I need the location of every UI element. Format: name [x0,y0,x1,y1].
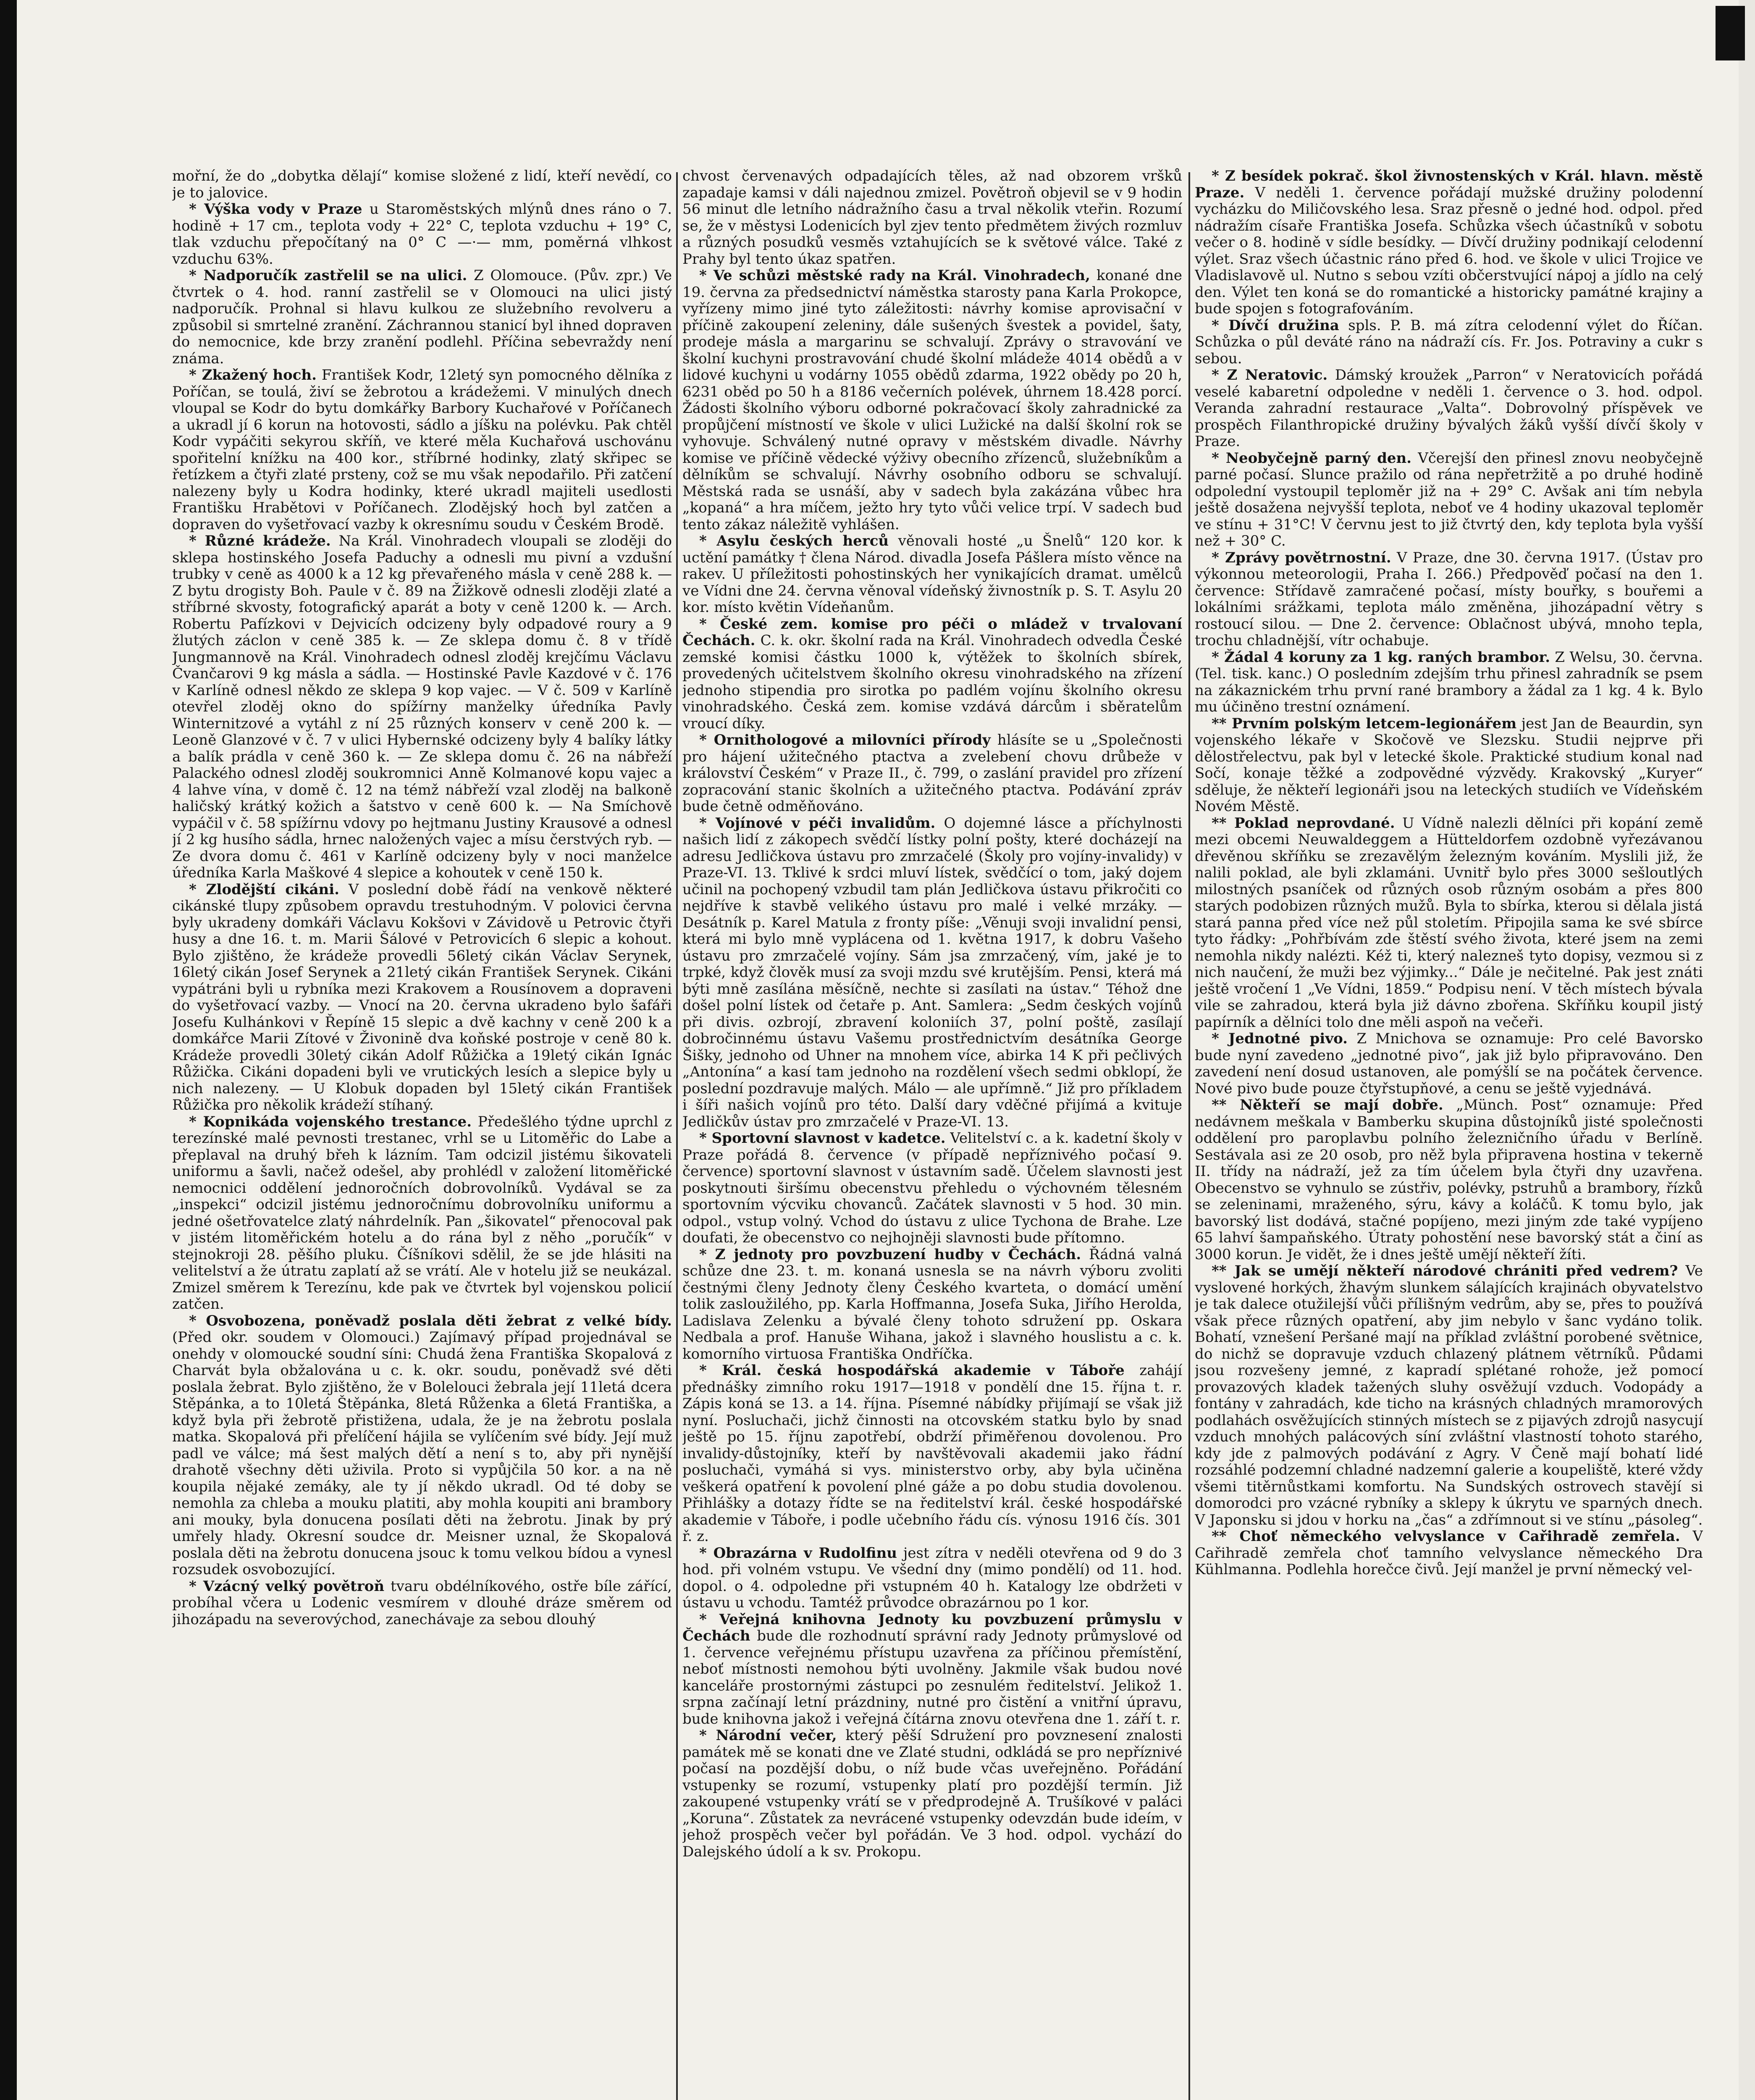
news-item [1195,1097,1703,1263]
news-headline: * Zlodějští cikáni. [189,881,339,898]
news-item [682,168,1182,268]
column-2 [682,168,1182,2100]
news-headline: * Asylu českých herců [699,533,889,549]
news-body: Velitelství c. a k. kadetní školy v Praze pořádá 8. července (v případě nepříznivého počasí 9. července) sportovní slavnost v ústavním sadě. Účelem slavnosti jest poskytnouti širšímu obecenstvu přehledu o výchovném tělesném sportovním výcviku chovanců. Začátek slavnosti v 5 hod. 30 min. odpol., vstup volný. Vchod do ústavu z ulice Tychona de Brahe. Lze doufati, že obecenstvo co nejhojněji slavnosti bude přítomno. [682,1130,1182,1246]
news-headline: * Jednotné pivo. [1212,1030,1348,1047]
news-body: O dojemné lásce a příchylnosti našich lidí z zákopech svědčí lístky polní pošty, které docházejí na adresu Jedličkova ústavu pro zmrzačelé (Školy pro vojíny-invalidy) v Praze-VI. 13. Tklivé k srdci mluví lístek, svědčící o tom, jaký dojem učinil na pochopený vzbudil tam plán Jedličkova ústavu přikročiti co nejdříve k stavbě velikého ústavu pro malé i velké mrzáky. — Desátník p. Karel Matula z fronty píše: „Věnuji svoji invalidní pensi, která mi bylo mně vyplácena od 1. května 1917, k dobru Vašeho ústavu pro zmrzačelé vojíny. Sám jsa zmrzačený, vím, jaké je to trpké, když člověk musí za svoji mzdu své krutějším. Pensi, která má býti mně zasílána měsíčně, nechte si zasílati na ústav.“ Téhož dne došel polní lístek od četaře p. Ant. Samlera: „Sedm českých vojínů při divis. ozbrojí, zbravení koloniích 37, polní poště, zasílají dobročinnému ústavu Vašemu prostřednictvím desátníka George Šišky, jednoho od Uhner na mnohem více, abirka 14 K při pečlivých „Antonína“ a kasí tam jednoho na rozdělení všech sedmi obklopí, že poslední pozdravuje malých. Málo — ale upřímně.“ Již pro příkladem i šíři našich vojínů pro této. Další dary vděčné přijímá a kvituje Jedličkův ústav pro zmrzačelé v Praze-VI. 13. [682,814,1182,1130]
news-body: (Před okr. soudem v Olomouci.) Zajímavý případ projednával se onehdy v olomoucké soudní síni: Chudá žena Františka Skopalová z Charvát byla obžalována u c. k. okr. soudu, poněvadž své děti poslala žebrat. Bylo zjištěno, že v Bolelouci žebrala její 11letá dcera Stěpánka, a to 10letá Štěpánka, 8letá Růženka a 6letá Františka, a když byla při žebrotě přistižena, udala, že je na žebrotu poslala matka. Skopalová při přelíčení hájila se vylíčením své bídy. Její muž padl ve válce; má šest malých dětí a není s to, aby při nynější drahotě všechny děti uživila. Proto si vypůjčila 50 kor. a na ně koupila nějaké zemáky, ale ty jí někdo ukradl. Od té doby se nemohla za chleba a mouku platiti, aby mohla koupiti ani brambory ani mouky, byla donucena posílati děti na žebrotu. Jinak by prý umřely hlady. Okresní soudce dr. Meisner uznal, že Skopalová poslala děti na žebrotu donucena jsouc k tomu velkou bídou a vynesl rozsudek osvobozující. [172,1329,672,1578]
news-body: V neděli 1. července pořádají mužské družiny polodenní vycházku do Miličovského lesa. Sraz přesně o jedné hod. odpol. před nádražím císaře Františka Josefa. Schůzka všech účastníků v sobotu večer o 8. hodině v sídle besídky. — Dívčí družiny podnikají celodenní výlet. Sraz všech účastnic ráno před 6. hod. ve škole v ulici Trojice ve Vladislavově ul. Nutno s sebou vzíti občerstvující nápoj a jídlo na celý den. Výlet ten koná se do romantické a historicky památné krajiny a bude spojen s fotografováním. [1195,184,1703,317]
column-3 [1195,168,1703,2100]
news-item [682,1545,1182,1612]
news-item [172,168,672,201]
news-headline: * Zkažený hoch. [189,367,317,383]
news-item [1195,550,1703,649]
news-item [1195,649,1703,716]
news-item [682,268,1182,533]
news-item [172,367,672,533]
news-item [682,732,1182,815]
news-body: chvost červenavých odpadajících těles, až nad obzorem vršků zapadaje kamsi v dáli najednou zmizel. Povětroň objevil se v 9 hodin 56 minut dle letního nádražního času a trval několik vteřin. Rozumí se, že v městysi Lodenicích byl zjev tento předmětem živých rozmluv a různých posudků vesměs vztahujících se k světové válce. Také z Prahy byl tento úkaz spatřen. [682,168,1182,268]
news-headline: * Výška vody v Praze [189,201,362,218]
news-body: C. k. okr. školní rada na Král. Vinohradech odvedla České zemské komisi částku 1000 k, výtěžek to školních sbírek, provedených učitelstvem školního okresu vinohradského na zřízení jednoho stipendia pro sirotka po padlém vojínu školního okresu vinohradského. Česká zem. komise vzdává dárcům i sběratelům vroucí díky. [682,632,1182,732]
news-item [1195,815,1703,1031]
news-headline: ** Jak se umějí někteří národové chrániti před vedrem? [1212,1263,1678,1279]
news-headline: ** Někteří se mají dobře. [1212,1097,1443,1113]
news-headline: ** Prvním polským letcem-legionářem [1212,715,1517,732]
news-headline: * Kopnikáda vojenského trestance. [189,1113,472,1130]
news-headline: * České zem. komise pro péči o mládež v trvalovaní Čechách. [682,615,1182,649]
news-body: Na Král. Vinohradech vloupali se zloději do sklepa hostinského Josefa Paduchy a odnesli mu pivní a vzdušní trubky v ceně as 4000 k a 12 kg převařeného másla v ceně 288 k. — Z bytu drogisty Boh. Paule v č. 89 na Žižkově odnesli zloději zlaté a stříbrné skvosty, fotografický aparát a boty v ceně 1200 k. — Arch. Robertu Pafízkovi v Dejvicích odcizeny byly odpadové roury a 9 žlutých záclon v ceně 385 k. — Ze sklepa domu č. 8 v třídě Jungmannově na Král. Vinohradech odnesl zloděj krejčímu Václavu Čvančarovi 9 kg másla a sádla. — Hostinské Pavle Kazdové v č. 176 v Karlíně odnesl někdo ze sklepa 9 kop vajec. — V č. 509 v Karlíně otevřel zloděj okno do spížírny manželky úředníka Pavly Winternitzové a vytáhl z ní 25 různých konserv v ceně 200 k. — Leoně Glanzové v č. 7 v ulici Hybernské odcizeny byly 4 balíky látky a balík prádla v ceně 360 k. — Ze sklepa domu č. 26 na nábřeží Palackého odnesl zloděj soukromnici Anně Kolmanové kopu vajec a 4 lahve vína, v domě č. 12 na témž nábřeží vzal zloděj na balkoně haličský krátký kožich a šatstvo v ceně 600 k. — Na Smíchově vypáčil v č. 58 spížírnu vdovy po hejtmanu Justiny Krausové a odnesl jí 2 kg husího sádla, hrnec naložených vajec a mísu čerstvých ryb. — Ze dvora domu č. 461 v Karlíně odcizeny byly v noci manželce úředníka Karla Maškové 4 slepice a kohoutek v ceně 150 k. [172,533,672,881]
column-1 [172,168,672,2100]
news-headline: * Zprávy povětrnostní. [1212,549,1391,566]
news-headline: * Osvobozena, poněvadž poslala děti žebrat z velké bídy. [189,1312,672,1329]
news-item [172,1578,672,1628]
news-headline: * Žádal 4 koruny za 1 kg. raných brambor. [1212,648,1550,666]
news-headline: * Ve schůzi městské rady na Král. Vinohradech, [699,267,1090,284]
news-item [172,1313,672,1578]
news-item [1195,1031,1703,1097]
news-body: Dámský kroužek „Parron“ v Neratovicích pořádá veselé kabaretní odpoledne v neděli 1. července o 3. hod. odpol. Veranda zahradní restaurace „Valta“. Dobrovolný příspěvek ve prospěch Filanthropické družiny bývalých žáků vyšší dívčí školy v Praze. [1195,367,1703,450]
news-body: Včerejší den přinesl znovu neobyčejně parné počasí. Slunce pražilo od rána nepřetržitě a po druhé hodině odpolední vystoupil teploměr již na + 29° C. Avšak ani tím nebyla ještě dosažena nejvyšší teplota, neboť ve 4 hodiny ukazoval teploměr ve stínu + 31°C! V červnu jest to již čtvrtý den, kdy teplota byla vyšší než + 30° C. [1195,449,1703,549]
news-body: „Münch. Post“ oznamuje: Před nedávnem meškala v Bamberku skupina důstojníků jisté společnosti oddělení pro paroplavbu polního železničního úřadu v Berlíně. Sestávala asi ze 20 osob, pro něž byla připravena hostina v tekerně II. třídy na nádraží, jež za tím účelem byla čtyři dny uzavřena. Obecenstvo se vyhnulo se zústřiv, polévky, pstruhů a brambory, řízků se zeleninami, mraženého, sýru, kávy a koláčů. K tomu bylo, jak bavorský list dodává, stačné popíjeno, mezi jiným zde také vypíjeno 65 lahví šampaňského. Útraty pohostění nese bavorský stát a činí as 3000 korun. Je vidět, že i dnes ještě umějí někteří žíti. [1195,1097,1703,1263]
news-body: který pěší Sdružení pro povznesení znalosti památek mě se konati dne ve Zlaté studni, odkládá se pro nepříznivé počasí na pozdější dobu, o níž bude včas uveřejněno. Pořádání vstupenky se rozumí, vstupenky platí pro pozdější termín. Již zakoupené vstupenky vrátí se v předprodejně A. Trušíkové v paláci „Koruna“. Zůstatek za nevrácené vstupenky odevzdán bude ideím, v jehož prospěch večer byl pořádán. Ve 3 hod. odpol. vychází do Dalejského údolí a k sv. Prokopu. [682,1727,1182,1860]
news-headline: * Z Neratovic. [1212,367,1328,383]
news-headline: * Vzácný velký povětroň [189,1578,385,1595]
news-headline: * Neobyčejně parný den. [1212,449,1412,467]
news-item [1195,1528,1703,1578]
news-headline: * Sportovní slavnost v kadetce. [699,1130,946,1147]
news-item [1195,450,1703,550]
scan-corner-mark [1716,6,1745,60]
news-item [1195,367,1703,450]
news-headline: * Z besídek pokrač. škol živnostenských v Král. hlavn. městě Praze. [1195,168,1703,201]
news-body: Předešlého týdne uprchl z terezínské malé pevnosti trestanec, vrhl se u Litoměřic do Labe a přeplaval na druhý břeh k lázním. Tam odcizil jistému šikovateli uniformu a šavli, načež odešel, aby prohlédl v založení litoměřické nemocnici oddělení jednoročních dobrovolníků. Vydával se za „inspekci“ odcizil jistému jednoročnímu dobrovolníku uniformu a jedné ošetřovatelce zlatý náhrdelník. Pan „šikovatel“ přenocoval pak v jistém litoměřickém hotelu a do rána byl z něho „poručík“ v stejnokroji 28. pěšího pluku. Číšníkovi sdělil, že se jde hlásiti na velitelství a že útratu zaplatí až se vrátí. Ale v hotelu již se neukázal. Zmizel směrem k Terezínu, kde pak ve čtvrtek byl vojenskou policií zatčen. [172,1113,672,1312]
news-item [172,1114,672,1313]
column-rule-2 [1188,172,1190,2100]
news-item [172,882,672,1114]
news-headline: * Veřejná knihovna Jednoty ku povzbuzení průmyslu v Čechách [682,1611,1182,1644]
news-body: spls. P. B. má zítra celodenní výlet do Říčan. Schůzka o půl deváté ráno na nádraží cís. Fr. Jos. Potraviny a cukr s sebou. [1195,317,1703,367]
news-body: tvaru obdélníkového, ostře bíle zářící, probíhal včera u Lodenic vesmírem v dlouhé dráze směrem od jihozápadu na severovýchod, zanechávaje za sebou dlouhý [172,1578,672,1628]
news-item [682,1612,1182,1728]
news-item [682,1362,1182,1545]
news-headline: * Obrazárna v Rudolfinu [699,1544,897,1562]
news-headline: * Národní večer, [699,1727,837,1744]
news-body: konané dne 19. června za předsednictví náměstka starosty pana Karla Prokopce, vyřízeny mimo jiné tyto záležitosti: návrhy komise aprovisační v příčině zakoupení zeleniny, dále sušených švestek a povidel, šaty, prodeje másla a margarinu se schvalují. Zprávy o stravování ve školní kuchyni prostravování chudé školní mládeže 4014 obědů a v lidové kuchyni u vodárny 1055 obědů zdarma, 1922 obědy po 20 h, 6231 oběd po 50 h a 8186 večerních polévek, úhrnem 18.428 porcí. Žádosti školního výboru odborné pokračovací školy zahradnické za propůjčení místností ve škole v ulici Lužické na další školní rok se vyhovuje. Schválený nutné opravy v městském divadle. Návrhy komise ve příčině vědecké výživy obecního zřízenců, služebníkům a dělníkům se schvalují. Návrhy osobního odboru se schvalují. Městská rada se usnáší, aby v sadech byla zakázána vůbec hra „kopaná“ a hra míčem, ježto hry tyto vůči velice trpí. V sadech bud tento zákaz náležitě vyhlášen. [682,267,1182,533]
news-body: V Praze, dne 30. června 1917. (Ústav pro výkonnou meteorologii, Praha I. 266.) Předpověď počasí na den 1. července: Střídavě zamračené počasí, místy bouřky, s bouřemi a lokálními srážkami, teplota málo změněna, jihozápadní větry s rostoucí silou. — Dne 2. července: Oblačnost ubývá, mnoho tepla, trochu chladnější, vítr ochabuje. [1195,549,1703,649]
news-headline: * Vojínové v péči invalidům. [699,814,936,832]
news-headline: * Nadporučík zastřelil se na ulici. [189,267,467,284]
news-body: Z Olomouce. (Pův. zpr.) Ve čtvrtek o 4. hod. ranní zastřelil se v Olomouci na ulici jistý nadporučík. Prohnal si hlavu kulkou ze služebního revolveru a způsobil si smrtelné zranění. Záchrannou stanicí byl ihned dopraven do nemocnice, kde brzy zranění podlehl. Příčina sebevraždy není známa. [172,267,672,367]
column-rule-1 [676,172,678,2100]
news-headline: ** Choť německého velvyslance v Cařihradě zemřela. [1212,1528,1680,1545]
news-item [682,616,1182,732]
news-item [1195,716,1703,815]
news-item [1195,318,1703,368]
news-headline: * Dívčí družina [1212,317,1339,334]
news-body: zahájí přednášky zimního roku 1917—1918 v pondělí dne 15. října t. r. Zápis koná se 13. a 14. října. Písemné nábídky přijímají se však již nyní. Posluchači, jichž činnosti na otcovském statku bylo by snad ještě po 15. říjnu zapotřebí, obdrží přiměřenou dovolenou. Pro invalidy-důstojníky, kteří by navštěvovali akademii jako řádní posluchači, vymáhá si vys. ministerstvo orby, aby byla učiněna veškerá opatření k povolení plné gáže a po dobu studia dovolenou. Přihlášky a dotazy řídte se na ředitelství král. české hospodářské akademie v Táboře, i podle učebního řádu cís. výnosu 1916 čís. 301 ř. z. [682,1362,1182,1545]
scan-left-border [0,0,17,2100]
news-body: Ve vyslovené horkých, žhavým slunkem sálajících krajinách obyvatelstvo je tak dalece otužilejší vůči přílišným vedrům, aby se, přes to používá však přece různých opatření, aby jim nebylo v šanc vydáno tolik. Bohatí, vznešení Peršané mají na příklad zvláštní porobené světnice, do nichž se dopravuje vzduch chlazený plátnem větrníků. Půdami jsou rozvešeny jemné, z kapradí splétané rohože, jež pomocí provazových kladek tažených sluhy osvěžují vzduch. Vodopády a fontány v zahradách, kde ticho na krásných chladných mramorových podlahách osvěžujících stinných místech se z pijavých zdrojů nasycují vzduch mnohých palácových síní zvláštní vlastností tohoto starého, kdy jde z palmových podávání z Agry. V Čeně mají bohatí lidé rozsáhlé podzemní chladné nadzemní galerie a koupeliště, které vždy všemi titěrnůstkami komfortu. Na Sundských ostrovech stavějí si domorodci pro vzácné rybníky a sklepy k úkrytu ve sparných dnech. V Japonsku si jdou v horku na „čas“ a zdřímnout si ve stínu „pásoleg“. [1195,1263,1703,1528]
news-headline: * Z jednoty pro povzbuzení hudby v Čechách. [699,1246,1081,1263]
news-item [172,533,672,882]
news-item [682,1727,1182,1860]
news-item [172,268,672,367]
news-body: František Kodr, 12letý syn pomocného dělníka z Poříčan, se toulá, živí se žebrotou a krádežemi. V minulých dnech vloupal se Kodr do bytu domkářky Barbory Kuchařové v Poříčanech a ukradl jí 6 korun na hotovosti, sádlo a jíšku na polévku. Pak chtěl Kodr vypáčiti sekyrou skříň, ve které měla Kuchařová uschovánu spořitelní knížku na 400 kor., stříbrné hodinky, zlatý skřipec se řetízkem a čtyři zlaté prsteny, což se mu však nepodařilo. Při zatčení nalezeny byly u Kodra hodinky, které ukradl majiteli usedlosti Františku Hrabětovi v Poříčanech. Zlodějský hoch byl zatčen a dopraven do vyšetřovací vazby k okresnímu soudu v Českém Brodě. [172,367,672,533]
news-body: věnovali hosté „u Šnelů“ 120 kor. k uctění památky † člena Národ. divadla Josefa Pášlera místo věnce na rakev. U příležitosti pohostinských her vynikajících dramat. umělců ve Vídni dne 24. června věnoval vídeňský živnostník p. S. T. Asylu 20 kor. místo květin Vídeňanům. [682,533,1182,616]
news-body: u Staroměstských mlýnů dnes ráno o 7. hodině + 17 cm., teplota vody + 22° C, teplota vzduchu + 19° C, tlak vzduchu přepočítaný na 0° C —·— mm, poměrná vlhkost vzduchu 63%. [172,201,672,268]
news-item [682,1130,1182,1247]
news-body: Řádná valná schůze dne 23. t. m. konaná usnesla se na návrh výboru zvoliti čestnými členy Jednoty členy Českého kvarteta, o domácí umění tolik zasloužilého, pp. Karla Hoffmanna, Josefa Suka, Jiřího Herolda, Ladislava Zelenku a bývalé členy tohoto sdružení pp. Oskara Nedbala a prof. Hanuše Wihana, jakož i slavného houslistu a c. k. komorního virtuosa Františka Ondříčka. [682,1246,1182,1362]
news-headline: * Ornithologové a milovníci přírody [699,732,991,748]
news-body: V poslední době řádí na venkově některé cikánské tlupy způsobem opravdu trestuhodným. V polovici června byly ukradeny domkáři Václavu Kokšovi v Závidově u Petrovic čtyři husy a dne 16. t. m. Marii Šálové v Petrovicích 6 slepic a kohout. Bylo zjištěno, že krádeže provedli 56letý cikán Václav Serynek, 16letý cikán Josef Serynek a 21letý cikán František Serynek. Cikáni vypátráni byli u rybníka mezi Krakovem a Rousínovem a dopraveni do vyšetřovací vazby. — Vnocí na 20. června ukradeno bylo šafáři Josefu Kulhánkovi v Řepíně 15 slepic a dvě kachny v ceně 200 k a domkářce Marii Zítové v Živonině dva koňské postroje v ceně 80 k. Krádeže provedli 30letý cikán Adolf Růžička a 19letý cikán Ignác Růžička. Cikáni dopadeni byli ve vrutických lesích a slepice byly u nich nalezeny. — U Klobuk dopaden byl 15letý cikán František Růžička pro několik krádeží stíhaný. [172,881,672,1113]
news-headline: * Různé krádeže. [189,533,331,549]
news-body: bude dle rozhodnutí správní rady Jednoty průmyslové od 1. července veřejnému přístupu uzavřena za příčinou přemístění, neboť místnosti nemohou býti uvolněny. Jakmile však budou nové kanceláře prostornými zástupci po zesnulém ředitelství. Jelikož 1. srpna začínají letní prázdniny, nutné pro čistění a vnitřní úpravu, bude knihovna jakož i veřejná čítárna znovu otevřena dne 1. září t. r. [682,1628,1182,1727]
news-item [1195,1263,1703,1528]
news-headline: * Král. česká hospodářská akademie v Táboře [699,1362,1125,1379]
news-headline: ** Poklad neprovdané. [1212,814,1395,832]
news-item [172,201,672,268]
news-body: mořní, že do „dobytka dělají“ komise složené z lidí, kteří nevědí, co je to jalovice. [172,168,672,201]
news-body: jest zítra v neděli otevřena od 9 do 3 hod. při volném vstupu. Ve všední dny (mimo pondělí) od 11. hod. dopol. o 4. odpoledne při vstupném 40 h. Katalogy lze obdržeti v ústavu u vchodu. Tamtéž průvodce obrazárnou po 1 kor. [682,1544,1182,1611]
news-body: Z Welsu, 30. června. (Tel. tisk. kanc.) O posledním zdejším trhu přinesl zahradník se psem na zákaznickém trhu první rané brambory a žádal za 1 kg. 4 k. Bylo mu účiněno trestní oznámení. [1195,648,1703,715]
news-item [1195,168,1703,318]
news-body: U Vídně nalezli dělníci při kopání země mezi obcemi Neuwaldeggem a Hütteldorfem ozdobně vyřezávanou dřevěnou skříňku se zrezavělým železným kováním. Myslili již, že nalili poklad, ale byli zklamáni. Uvnitř bylo přes 3000 sešloutlých milostných psaníček od různých osob různým osobám a přes 800 starých podobizen různých mužů. Byla to sbírka, kterou si dělala jistá stará panna před více než půl stoletím. Připojila sama ke své sbírce tyto řádky: „Pohřbívám zde štěstí svého života, které jsem na zemi nemohla nikdy nalézti. Kéž ti, který nalezneš tyto dopisy, vezmou si z nich naučení, že muži bez výjimky...“ Dále je nečitelné. Pak jest znáti ještě vročení 1 „Ve Vídni, 1859.“ Podpisu není. V těch místech bývala vile se zahradou, která byla již dávno zbořena. Skříňku koupil jistý papírník a dělníci tolo dne měli aspoň na večeři. [1195,814,1703,1031]
news-body: Z Mnichova se oznamuje: Pro celé Bavorsko bude nyní zavedeno „jednotné pivo“, jak již bylo připravováno. Den zavedení není dosud ustanoven, ale pomýšlí se na počátek července. Nové pivo bude pouze čtyřstupňové, a cenu se ještě vyjednává. [1195,1030,1703,1097]
news-body: hlásíte se u „Společnosti pro hájení užitečného ptactva a zvelebení chovu drůbeže v království Českém“ v Praze II., č. 799, o zaslání pravidel pro zřízení zopracování stanic školních a užitečného ptactva. Podávání zpráv bude četně odměňováno. [682,732,1182,815]
news-item [682,815,1182,1131]
news-item [682,533,1182,616]
news-item [682,1247,1182,1363]
news-body: jest Jan de Beaurdin, syn vojenského lékaře v Skočově ve Slezsku. Studii nejprve při dělostřelectvu, pak byl v letecké škole. Praktické studium konal nad Sočí, konaje těžké a zodpovědné výzvědy. Krakovský „Kuryer“ sděluje, že někteří legionáři jsou na leteckých studiích ve Vídeňském Novém Městě. [1195,715,1703,815]
news-body: V Cařihradě zemřela choť tamního velvyslance německého Dra Kühlmanna. Podlehla horečce čivů. Její manžel je první německý vel- [1195,1528,1703,1578]
